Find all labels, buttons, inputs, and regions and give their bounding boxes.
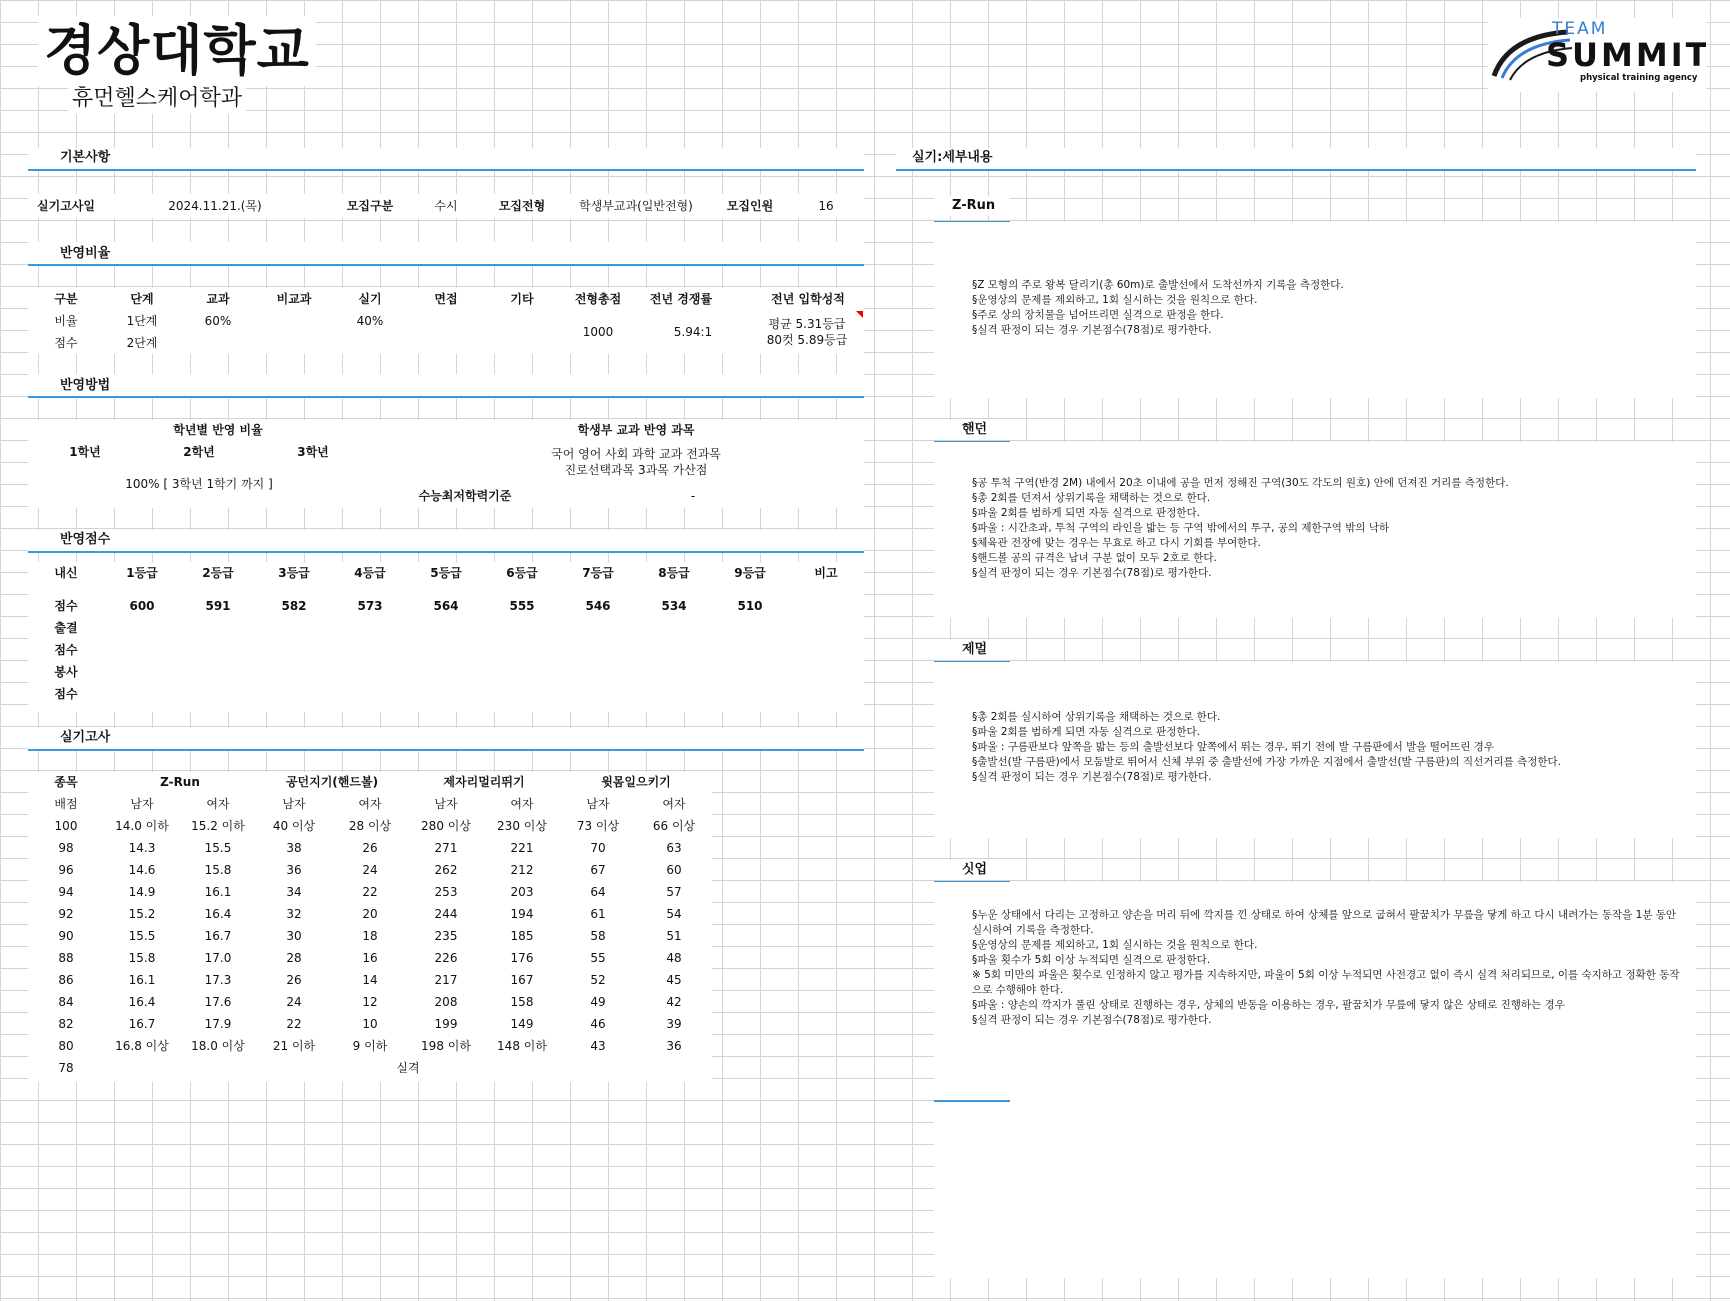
- criteria-cell: 28: [286, 951, 302, 965]
- logo-team-text: TEAM: [1552, 19, 1608, 39]
- gender-male: 남자: [434, 797, 458, 811]
- ratio-header: 구분: [54, 292, 78, 306]
- criteria-cell: 55: [590, 951, 606, 965]
- criteria-cell: 198 이하: [421, 1039, 471, 1053]
- event-name: Z-Run: [160, 775, 200, 789]
- ratio-header: 전년 경쟁률: [649, 292, 713, 306]
- criteria-cell: 208: [434, 995, 458, 1009]
- detail-name-handball: 핸던: [958, 420, 991, 440]
- criteria-cell: 15.5: [128, 929, 156, 943]
- criteria-cell: 30: [286, 929, 302, 943]
- criteria-cell: 9 이하: [352, 1039, 388, 1053]
- criteria-cell: 38: [286, 841, 302, 855]
- type-label: 모집전형: [498, 199, 546, 213]
- ratio-cell: 40%: [356, 314, 384, 328]
- gender-male: 남자: [282, 797, 306, 811]
- competition-rate: 5.94:1: [673, 325, 713, 339]
- criteria-cell: 14.0 이하: [115, 819, 169, 833]
- criteria-cell: 199: [434, 1017, 458, 1031]
- score-extra-label: 봉사: [54, 665, 78, 679]
- points-cell: 80: [58, 1039, 74, 1053]
- criteria-cell: 262: [434, 863, 458, 877]
- score-header: 비고: [814, 566, 838, 580]
- score-value: 510: [737, 599, 763, 613]
- criteria-cell: 45: [666, 973, 682, 987]
- gender-female: 여자: [510, 797, 534, 811]
- logo-tagline: physical training agency: [1580, 73, 1698, 83]
- criteria-cell: 32: [286, 907, 302, 921]
- criteria-cell: 15.5: [204, 841, 232, 855]
- logo-main-text: SUMMIT: [1546, 36, 1706, 74]
- criteria-cell: 16.1: [128, 973, 156, 987]
- criteria-cell: 149: [510, 1017, 534, 1031]
- ratio-header: 전형총점: [574, 292, 622, 306]
- score-header: 9등급: [734, 566, 766, 580]
- criteria-cell: 18: [362, 929, 378, 943]
- criteria-cell: 49: [590, 995, 606, 1009]
- criteria-cell: 42: [666, 995, 682, 1009]
- criteria-cell: 16.8 이상: [115, 1039, 169, 1053]
- score-header: 2등급: [202, 566, 234, 580]
- points-cell: 96: [58, 863, 74, 877]
- ratio-header: 비교과: [276, 292, 312, 306]
- criteria-cell: 60: [666, 863, 682, 877]
- criteria-cell: 158: [510, 995, 534, 1009]
- criteria-cell: 54: [666, 907, 682, 921]
- fail-points: 78: [58, 1061, 74, 1075]
- points-cell: 88: [58, 951, 74, 965]
- criteria-cell: 39: [666, 1017, 682, 1031]
- section-ratio: 반영비율: [56, 244, 114, 264]
- criteria-cell: 14.3: [128, 841, 156, 855]
- detail-name-zrun: Z-Run: [948, 196, 999, 216]
- score-header: 7등급: [582, 566, 614, 580]
- department-subtitle: 휴먼헬스케어학과: [68, 84, 246, 114]
- event-name: 윗몸일으키기: [601, 775, 671, 789]
- criteria-cell: 16.4: [128, 995, 156, 1009]
- section-rule: [28, 264, 864, 266]
- section-rule: [28, 551, 864, 553]
- detail-text-zrun: §Z 모형의 주로 왕복 달리기(총 60m)로 출발선에서 도착선까지 기록을 측정한다. §운영상의 문제를 제외하고, 1회 실시하는 것을 원칙으로 한다. §주로 상의 장치물을 넘어뜨리면 실격으로 판정을 한다. §실격 판정이 되는 경우 기본점수(78점)로 평가한다.: [972, 279, 1344, 336]
- score-header: 5등급: [430, 566, 462, 580]
- section-rule: [28, 396, 864, 398]
- ratio-header: 교과: [206, 292, 230, 306]
- event-name: 공던지기(핸드볼): [285, 775, 379, 789]
- min-standard-value: -: [690, 489, 696, 503]
- criteria-cell: 66 이상: [652, 819, 696, 833]
- section-basic: 기본사항: [56, 148, 114, 168]
- fail-label: 실격: [396, 1061, 420, 1075]
- grade-year: 2학년: [183, 445, 215, 459]
- score-header: 6등급: [506, 566, 538, 580]
- ratio-cell: 점수: [54, 336, 78, 350]
- criteria-cell: 61: [590, 907, 606, 921]
- detail-name-situp: 싯업: [958, 860, 991, 880]
- criteria-cell: 16.7: [204, 929, 232, 943]
- criteria-cell: 43: [590, 1039, 606, 1053]
- gender-female: 여자: [358, 797, 382, 811]
- exam-date-label: 실기고사일: [37, 199, 95, 213]
- criteria-cell: 14.6: [128, 863, 156, 877]
- gender-female: 여자: [206, 797, 230, 811]
- ratio-header: 실기: [358, 292, 382, 306]
- criteria-cell: 15.2: [128, 907, 156, 921]
- subjects-line2: 진로선택과목 3과목 가산점: [564, 463, 708, 477]
- grade-year: 1학년: [69, 445, 101, 459]
- gender-female: 여자: [662, 797, 686, 811]
- total-score: 1000: [582, 325, 614, 339]
- criteria-cell: 14: [362, 973, 378, 987]
- score-value: 546: [585, 599, 611, 613]
- section-rule: [28, 749, 864, 751]
- points-col-header: 배점: [54, 797, 78, 811]
- criteria-cell: 15.2 이하: [191, 819, 245, 833]
- criteria-cell: 16: [362, 951, 378, 965]
- gender-male: 남자: [586, 797, 610, 811]
- criteria-cell: 203: [510, 885, 534, 899]
- quota-label: 모집인원: [726, 199, 774, 213]
- criteria-cell: 48: [666, 951, 682, 965]
- grade-cut: 80컷 5.89등급: [766, 333, 848, 347]
- criteria-cell: 22: [286, 1017, 302, 1031]
- score-extra-label: 점수: [54, 643, 78, 657]
- grade-ratio-label: 학년별 반영 비율: [173, 423, 263, 437]
- criteria-cell: 20: [362, 907, 378, 921]
- score-value: 600: [129, 599, 155, 613]
- score-value: 582: [281, 599, 307, 613]
- section-rule: [896, 169, 1696, 171]
- grade-ratio-value: 100% [ 3학년 1학기 까지 ]: [125, 477, 273, 491]
- score-extra-label: 출결: [54, 621, 78, 635]
- score-value: 573: [357, 599, 383, 613]
- criteria-cell: 280 이상: [421, 819, 471, 833]
- exam-date-value: 2024.11.21.(목): [168, 199, 262, 213]
- criteria-cell: 17.3: [204, 973, 232, 987]
- ratio-cell: 2단계: [126, 336, 158, 350]
- criteria-cell: 226: [434, 951, 458, 965]
- criteria-cell: 24: [286, 995, 302, 1009]
- ratio-cell: 1단계: [126, 314, 158, 328]
- event-name: 제자리멀리뛰기: [443, 775, 525, 789]
- subjects-line1: 국어 영어 사회 과학 교과 전과목: [551, 447, 721, 461]
- section-rule: [934, 1100, 1010, 1102]
- section-rule: [28, 169, 864, 171]
- category-value: 수시: [434, 199, 458, 213]
- criteria-cell: 217: [434, 973, 458, 987]
- points-cell: 82: [58, 1017, 74, 1031]
- criteria-cell: 52: [590, 973, 606, 987]
- criteria-cell: 51: [666, 929, 682, 943]
- criteria-cell: 58: [590, 929, 606, 943]
- points-cell: 86: [58, 973, 74, 987]
- criteria-cell: 36: [666, 1039, 682, 1053]
- type-value: 학생부교과(일반전형): [579, 199, 693, 213]
- criteria-cell: 26: [286, 973, 302, 987]
- criteria-cell: 28 이상: [348, 819, 392, 833]
- criteria-cell: 64: [590, 885, 606, 899]
- criteria-cell: 16.4: [204, 907, 232, 921]
- section-score: 반영점수: [56, 530, 114, 550]
- grade-average: 평균 5.31등급: [768, 317, 846, 331]
- score-extra-label: 점수: [54, 687, 78, 701]
- criteria-cell: 12: [362, 995, 378, 1009]
- section-method: 반영방법: [56, 376, 114, 396]
- criteria-cell: 22: [362, 885, 378, 899]
- criteria-cell: 185: [510, 929, 534, 943]
- category-label: 모집구분: [346, 199, 394, 213]
- grade-year: 3학년: [297, 445, 329, 459]
- detail-text-situp: §누운 상태에서 다리는 고정하고 양손을 머리 뒤에 깍지를 낀 상태로 하여 상체를 앞으로 굽혀서 팔꿈치가 무릎을 닿게 하고 다시 내려가는 동작을 1분 동안 실시하여 기록을 측정한다. §운영상의 문제를 제외하고, 1회 실시하는 것을 원칙으로 한다. §파울 횟수가 5회 이상 누적되면 실격으로 판정한다. ※ 5회 미만의 파울은 횟수로 인정하지 않고 평가를 지속하지만, 파울이 5회 이상 누적되면 사전경고 없이 즉시 실격 처리되므로, 이를 숙지하고 정확한 동작으로 수행해야 한다. §파울 : 양손의 깍지가 풀린 상태로 진행하는 경우, 상체의 반동을 이용하는 경우, 팔꿈치가 무릎에 닿지 않은 상태로 진행하는 경우 §실격 판정이 되는 경우 기본점수(78점)로 평가한다.: [972, 909, 1680, 1026]
- criteria-cell: 17.9: [204, 1017, 232, 1031]
- criteria-cell: 34: [286, 885, 302, 899]
- score-header: 1등급: [126, 566, 158, 580]
- score-value: 555: [509, 599, 535, 613]
- detail-text-handball: §공 투척 구역(반경 2M) 내에서 20초 이내에 공을 먼저 정해진 구역(30도 각도의 원호) 안에 던져진 거리를 측정한다. §총 2회를 던져서 상위기록을 채택하는 것으로 한다. §파울 2회를 범하게 되면 자동 실격으로 판정한다. §파울 : 시간초과, 투척 구역의 라인을 밟는 등 구역 밖에서의 투구, 공의 제한구역 밖의 낙하 §체육관 전장에 맞는 경우는 무효로 하고 다시 기회를 부여한다. §핸드볼 공의 규격은 남녀 구분 없이 모두 2호로 한다. §실격 판정이 되는 경우 기본점수(78점)로 평가한다.: [972, 477, 1509, 579]
- score-header: 4등급: [354, 566, 386, 580]
- criteria-cell: 212: [510, 863, 534, 877]
- detail-text-longjump: §총 2회를 실시하여 상위기록을 채택하는 것으로 한다. §파울 2회를 범하게 되면 자동 실격으로 판정한다. §파울 : 구름판보다 앞쪽을 밟는 등의 출발선보다 앞쪽에서 뛰는 경우, 뛰기 전에 발 구름판에서 발을 떨어뜨린 경우 §출발선(발 구름판)에서 모둠발로 뛰어서 신체 부위 중 출발선에 가장 가까운 지점에서 출발선(발 구름판)의 직선거리를 측정한다. §실격 판정이 되는 경우 기본점수(78점)로 평가한다.: [972, 711, 1561, 783]
- score-value: 591: [205, 599, 231, 613]
- criteria-cell: 63: [666, 841, 682, 855]
- ratio-cell: 비율: [54, 314, 78, 328]
- criteria-cell: 167: [510, 973, 534, 987]
- criteria-cell: 10: [362, 1017, 378, 1031]
- criteria-cell: 15.8: [128, 951, 156, 965]
- criteria-cell: 46: [590, 1017, 606, 1031]
- points-cell: 90: [58, 929, 74, 943]
- gender-male: 남자: [130, 797, 154, 811]
- ratio-header: 면접: [434, 292, 458, 306]
- section-detail: 실기:세부내용: [908, 148, 997, 168]
- ratio-header: 전년 입학성적: [771, 292, 845, 306]
- score-header: 8등급: [658, 566, 690, 580]
- criteria-cell: 16.7: [128, 1017, 156, 1031]
- points-cell: 92: [58, 907, 74, 921]
- section-practical: 실기고사: [56, 728, 114, 748]
- score-header: 3등급: [278, 566, 310, 580]
- criteria-cell: 70: [590, 841, 606, 855]
- criteria-cell: 148 이하: [497, 1039, 547, 1053]
- university-title: 경상대학교: [38, 16, 316, 86]
- score-label: 점수: [54, 599, 78, 613]
- criteria-cell: 176: [510, 951, 534, 965]
- criteria-cell: 14.9: [128, 885, 156, 899]
- points-cell: 94: [58, 885, 74, 899]
- criteria-cell: 16.1: [204, 885, 232, 899]
- points-cell: 84: [58, 995, 74, 1009]
- criteria-cell: 40 이상: [272, 819, 316, 833]
- subjects-label: 학생부 교과 반영 과목: [577, 423, 695, 437]
- criteria-cell: 15.8: [204, 863, 232, 877]
- ratio-header: 기타: [510, 292, 534, 306]
- points-cell: 98: [58, 841, 74, 855]
- criteria-cell: 18.0 이상: [191, 1039, 245, 1053]
- criteria-cell: 221: [510, 841, 534, 855]
- criteria-cell: 73 이상: [576, 819, 620, 833]
- criteria-cell: 253: [434, 885, 458, 899]
- criteria-cell: 271: [434, 841, 458, 855]
- criteria-cell: 194: [510, 907, 534, 921]
- points-cell: 100: [54, 819, 78, 833]
- criteria-cell: 17.6: [204, 995, 232, 1009]
- min-standard-label: 수능최저학력기준: [418, 489, 512, 503]
- criteria-cell: 67: [590, 863, 606, 877]
- criteria-cell: 244: [434, 907, 458, 921]
- score-header: 내신: [54, 566, 78, 580]
- criteria-cell: 230 이상: [497, 819, 547, 833]
- criteria-cell: 57: [666, 885, 682, 899]
- score-value: 564: [433, 599, 459, 613]
- team-summit-logo: [1488, 18, 1706, 92]
- criteria-cell: 21 이하: [272, 1039, 316, 1053]
- score-value: 534: [661, 599, 687, 613]
- event-col-header: 종목: [54, 775, 78, 789]
- criteria-cell: 17.0: [204, 951, 232, 965]
- criteria-cell: 36: [286, 863, 302, 877]
- ratio-cell: 60%: [204, 314, 232, 328]
- criteria-cell: 26: [362, 841, 378, 855]
- criteria-cell: 235: [434, 929, 458, 943]
- ratio-header: 단계: [130, 292, 154, 306]
- criteria-cell: 24: [362, 863, 378, 877]
- quota-value: 16: [818, 199, 834, 213]
- detail-name-longjump: 제멀: [958, 640, 991, 660]
